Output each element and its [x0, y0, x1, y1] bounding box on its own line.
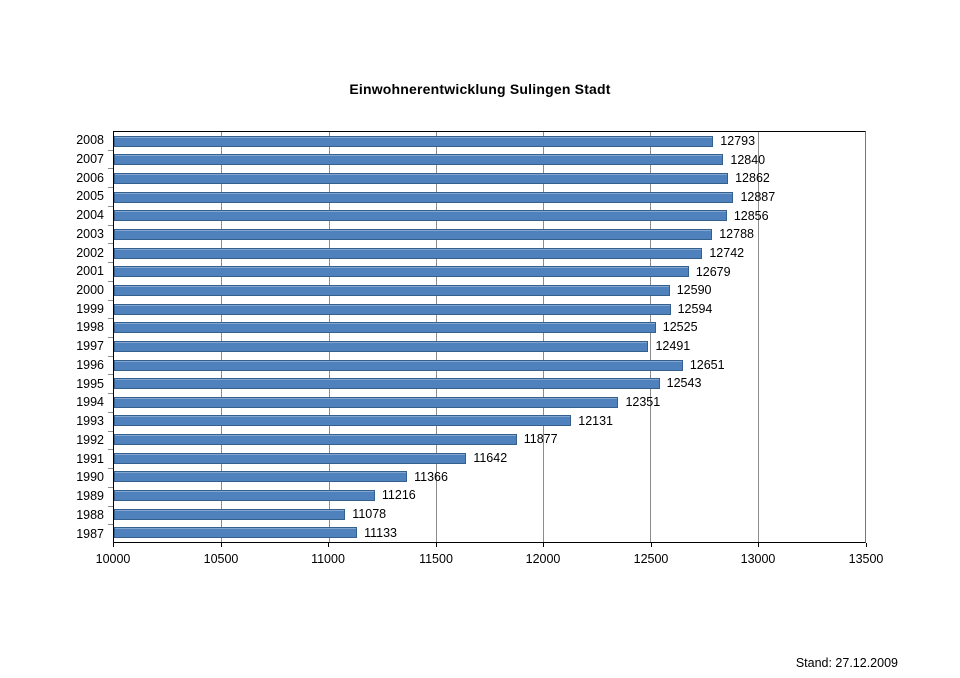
y-axis-label: 2008	[76, 133, 104, 148]
bar-2000	[114, 285, 670, 296]
bar-2006	[114, 173, 728, 184]
bar-value-label: 11216	[381, 488, 416, 503]
bar-2001	[114, 266, 689, 277]
x-axis-tick	[758, 543, 759, 547]
y-axis-tick	[108, 318, 113, 319]
x-axis-tick	[543, 543, 544, 547]
y-axis-tick	[108, 281, 113, 282]
y-axis-label: 1989	[76, 489, 104, 504]
bar-value-label: 12793	[720, 134, 756, 149]
bar-value-label: 12651	[689, 357, 725, 372]
bar-value-label: 12491	[655, 339, 691, 354]
bar-1988	[114, 509, 345, 520]
bar-row	[114, 468, 865, 487]
bar-1992	[114, 434, 517, 445]
bar-row	[114, 225, 865, 244]
bar-row	[114, 412, 865, 431]
x-axis-tick	[113, 543, 114, 547]
y-axis-tick	[108, 206, 113, 207]
y-axis-label: 1992	[76, 432, 104, 447]
y-axis-labels	[0, 131, 104, 543]
x-tick-label: 10500	[203, 552, 239, 566]
y-axis-tick	[108, 449, 113, 450]
bar-value-label: 11366	[414, 469, 448, 484]
bar-row	[114, 281, 865, 300]
y-axis-tick	[108, 524, 113, 525]
y-axis-tick	[108, 187, 113, 188]
y-axis-label: 1991	[76, 451, 104, 466]
bar-value-label: 12351	[625, 395, 661, 410]
bar-1999	[114, 304, 671, 315]
y-axis-label: 1993	[76, 414, 104, 429]
y-axis-label: 1990	[76, 470, 104, 485]
x-tick-label: 11000	[311, 552, 345, 566]
y-axis-tick	[108, 337, 113, 338]
x-tick-label: 13500	[848, 552, 884, 566]
bar-row	[114, 188, 865, 207]
bar-row	[114, 244, 865, 263]
bar-value-label: 12840	[730, 152, 766, 167]
y-axis-label: 1987	[76, 526, 104, 541]
bar-row	[114, 374, 865, 393]
bar-value-label: 11078	[352, 506, 387, 521]
bar-value-label: 12887	[740, 189, 776, 204]
bar-1998	[114, 322, 656, 333]
x-axis-tick	[221, 543, 222, 547]
bar-rows	[114, 132, 865, 542]
y-axis-tick	[108, 412, 113, 413]
y-axis-label: 1988	[76, 507, 104, 522]
bar-1987	[114, 527, 357, 538]
y-axis-label: 2007	[76, 151, 104, 166]
x-axis-tick	[436, 543, 437, 547]
bar-1991	[114, 453, 466, 464]
bar-row	[114, 337, 865, 356]
bar-1994	[114, 397, 618, 408]
bar-value-label: 12594	[677, 301, 713, 316]
y-axis-label: 2004	[76, 208, 104, 223]
bar-row	[114, 207, 865, 226]
y-axis-label: 1999	[76, 301, 104, 316]
y-axis-label: 2006	[76, 170, 104, 185]
x-tick-label: 13000	[740, 552, 776, 566]
bar-row	[114, 430, 865, 449]
bar-2004	[114, 210, 727, 221]
bar-value-label: 11877	[523, 432, 558, 447]
y-axis-tick	[108, 487, 113, 488]
x-axis-tick	[866, 543, 867, 547]
x-tick-label: 10000	[95, 552, 131, 566]
y-axis-label: 1995	[76, 376, 104, 391]
bar-row	[114, 486, 865, 505]
y-axis-tick	[108, 262, 113, 263]
y-axis-tick	[108, 150, 113, 151]
bar-row	[114, 393, 865, 412]
y-axis-tick	[108, 225, 113, 226]
y-axis-label: 2000	[76, 282, 104, 297]
x-axis-tick	[328, 543, 329, 547]
bar-1990	[114, 471, 407, 482]
bar-row	[114, 523, 865, 542]
bar-1996	[114, 360, 683, 371]
bar-1989	[114, 490, 375, 501]
y-axis-label: 1997	[76, 339, 104, 354]
bar-row	[114, 132, 865, 151]
bar-value-label: 12788	[719, 227, 754, 242]
y-axis-tick	[108, 300, 113, 301]
bar-row	[114, 151, 865, 170]
bar-value-label: 12679	[695, 264, 731, 279]
bar-row	[114, 262, 865, 281]
bar-row	[114, 505, 865, 524]
x-axis-tick	[651, 543, 652, 547]
bar-value-label: 12856	[733, 208, 769, 223]
y-axis-tick	[108, 374, 113, 375]
bar-value-label: 12131	[578, 413, 614, 428]
bar-value-label: 12525	[662, 320, 698, 335]
bar-value-label: 12590	[676, 283, 712, 298]
bar-1995	[114, 378, 660, 389]
y-axis-label: 2001	[76, 264, 104, 279]
y-axis-tick	[108, 506, 113, 507]
plot-area	[113, 131, 866, 543]
bar-value-label: 12543	[666, 376, 702, 391]
y-axis-tick	[108, 243, 113, 244]
bar-2007	[114, 154, 723, 165]
y-axis-tick	[108, 168, 113, 169]
y-axis-tick	[108, 356, 113, 357]
bar-2002	[114, 248, 702, 259]
bar-1993	[114, 415, 571, 426]
chart-title: Einwohnerentwicklung Sulingen Stadt	[349, 81, 611, 97]
bar-2008	[114, 136, 713, 147]
y-axis-label: 1996	[76, 357, 104, 372]
y-axis-tick	[108, 468, 113, 469]
bar-row	[114, 169, 865, 188]
x-tick-label: 11500	[419, 552, 453, 566]
x-tick-label: 12500	[633, 552, 669, 566]
y-axis-tick	[108, 431, 113, 432]
bar-value-label: 11133	[364, 525, 398, 540]
bar-row	[114, 356, 865, 375]
bar-row	[114, 449, 865, 468]
bar-1997	[114, 341, 648, 352]
bar-value-label: 12862	[735, 171, 770, 186]
bar-2003	[114, 229, 712, 240]
footer-date-label: Stand: 27.12.2009	[795, 656, 898, 670]
bar-2005	[114, 192, 733, 203]
bar-row	[114, 318, 865, 337]
y-axis-label: 2002	[76, 245, 104, 260]
y-axis-label: 2005	[76, 189, 104, 204]
y-axis-label: 2003	[76, 226, 104, 241]
y-axis-label: 1998	[76, 320, 104, 335]
bar-value-label: 12742	[709, 245, 745, 260]
bar-row	[114, 300, 865, 319]
bar-value-label: 11642	[473, 450, 508, 465]
x-tick-label: 12000	[525, 552, 561, 566]
y-axis-label: 1994	[76, 395, 104, 410]
y-axis-tick	[108, 393, 113, 394]
